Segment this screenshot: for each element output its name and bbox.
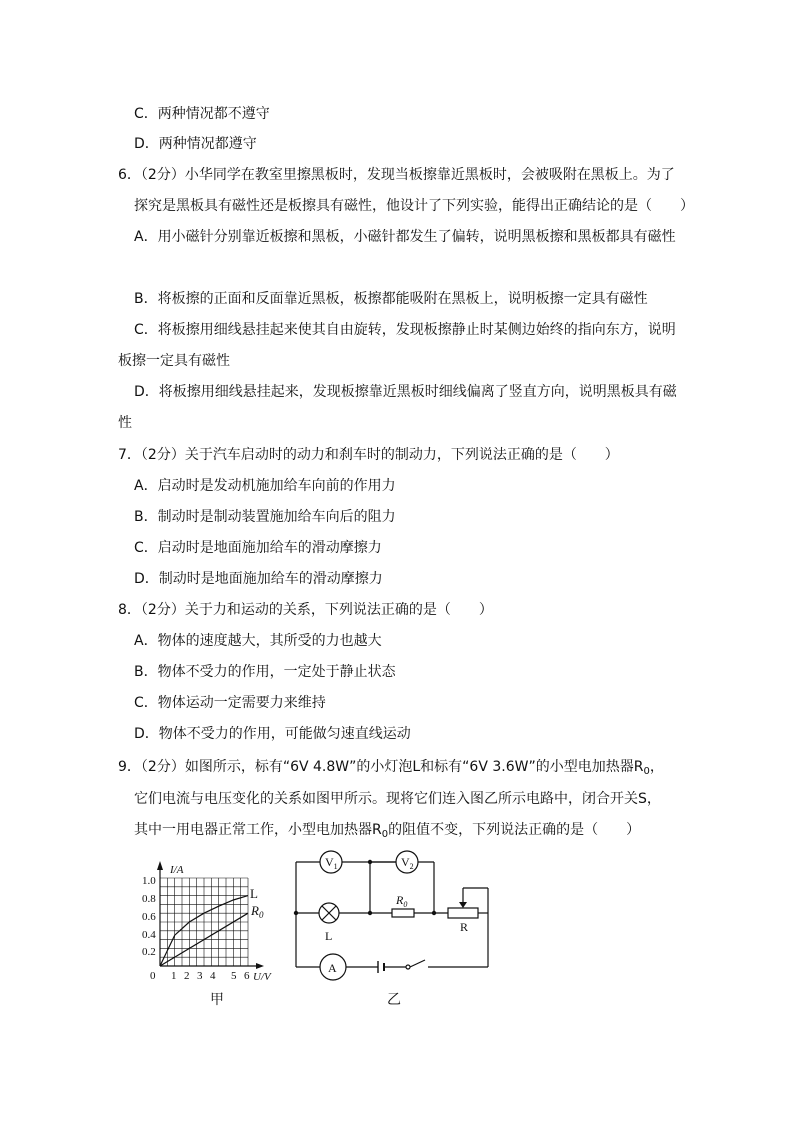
x-tick-4: 4 [210,970,216,982]
q6-option-b: B．将板擦的正面和反面靠近黑板，板擦都能吸附在黑板上，说明板擦一定具有磁性 [134,291,648,307]
x-tick-3: 3 [197,970,203,982]
q7-option-c: C．启动时是地面施加给车的滑动摩擦力 [134,540,382,556]
ammeter-label: A [328,961,337,975]
x-tick-6: 6 [244,970,250,982]
q7-option-b: B．制动时是制动装置施加给车向后的阻力 [134,509,396,525]
q6-option-c-line2: 板擦一定具有磁性 [118,353,230,369]
curve-L-label: L [250,886,258,901]
x-tick-2: 2 [184,970,190,982]
q9-stem-line2: 它们电流与电压变化的关系如图甲所示。现将它们连入图乙所示电路中，闭合开关S， [134,791,661,807]
graph-jia [157,861,264,969]
caption-jia: 甲 [210,992,224,1008]
q6-stem-line1: 6．（2分）小华同学在教室里擦黑板时，发现当板擦靠近黑板时，会被吸附在黑板上。为了 [118,167,675,183]
circuit-yi [294,851,488,980]
v1-label: $V_1$ [325,855,338,871]
q8-option-b: B．物体不受力的作用，一定处于静止状态 [134,664,396,680]
q5-option-d: D．两种情况都遵守 [134,136,257,152]
caption-yi: 乙 [387,992,401,1008]
graph-grid [160,878,248,966]
q6-option-d-line2: 性 [118,415,132,431]
x-tick-1: 1 [171,970,177,982]
q9-stem-line1: 9．（2分）如图所示，标有“6V 4.8W”的小灯泡L和标有“6V 3.6W”的小型电加热器$R_0$， [118,759,664,777]
q5-option-c: C．两种情况都不遵守 [134,106,270,122]
q8-stem: 8．（2分）关于力和运动的关系，下列说法正确的是（ ） [118,602,493,618]
y-tick-0.4: 0.4 [142,929,156,941]
q8-option-d: D．物体不受力的作用，可能做匀速直线运动 [134,726,411,742]
x-axis-label: U/V [253,971,271,983]
q6-option-a: A．用小磁针分别靠近板擦和黑板，小磁针都发生了偏转，说明黑板擦和黑板都具有磁性 [134,229,676,245]
q8-option-c: C．物体运动一定需要力来维持 [134,695,326,711]
x-tick-0: 0 [150,970,156,982]
v2-label: $V_2$ [401,855,414,871]
q7-option-d: D．制动时是地面施加给车的滑动摩擦力 [134,571,383,587]
q9-stem-line3: 其中一用电器正常工作，小型电加热器$R_0$的阻值不变，下列说法正确的是（ ） [134,822,641,840]
q6-stem-line2: 探究是黑板具有磁性还是板擦具有磁性，他设计了下列实验，能得出正确结论的是（ ） [134,198,694,214]
y-axis-label: I/A [170,864,184,876]
r0-label: $R_0$ [396,893,408,909]
q7-stem: 7．（2分）关于汽车启动时的动力和刹车时的制动力，下列说法正确的是（ ） [118,447,619,463]
y-tick-1.0: 1.0 [142,875,156,887]
q6-option-c-line1: C．将板擦用细线悬挂起来使其自由旋转，发现板擦静止时某侧边始终的指向东方，说明 [134,322,676,338]
q7-option-a: A．启动时是发动机施加给车向前的作用力 [134,478,396,494]
y-tick-0.8: 0.8 [142,893,156,905]
curve-R0-label: $R_0$ [251,903,264,920]
y-tick-0.6: 0.6 [142,911,156,923]
q6-option-d-line1: D．将板擦用细线悬挂起来，发现板擦靠近黑板时细线偏离了竖直方向，说明黑板具有磁 [134,384,677,400]
y-axis-arrow [157,861,163,870]
rheostat-label: R [460,920,469,934]
x-tick-5: 5 [231,970,237,982]
y-tick-0.2: 0.2 [142,946,156,958]
x-axis-arrow [256,963,264,969]
q8-option-a: A．物体的速度越大，其所受的力也越大 [134,633,382,649]
circuit-labels [325,855,468,975]
lamp-label: L [325,929,333,943]
